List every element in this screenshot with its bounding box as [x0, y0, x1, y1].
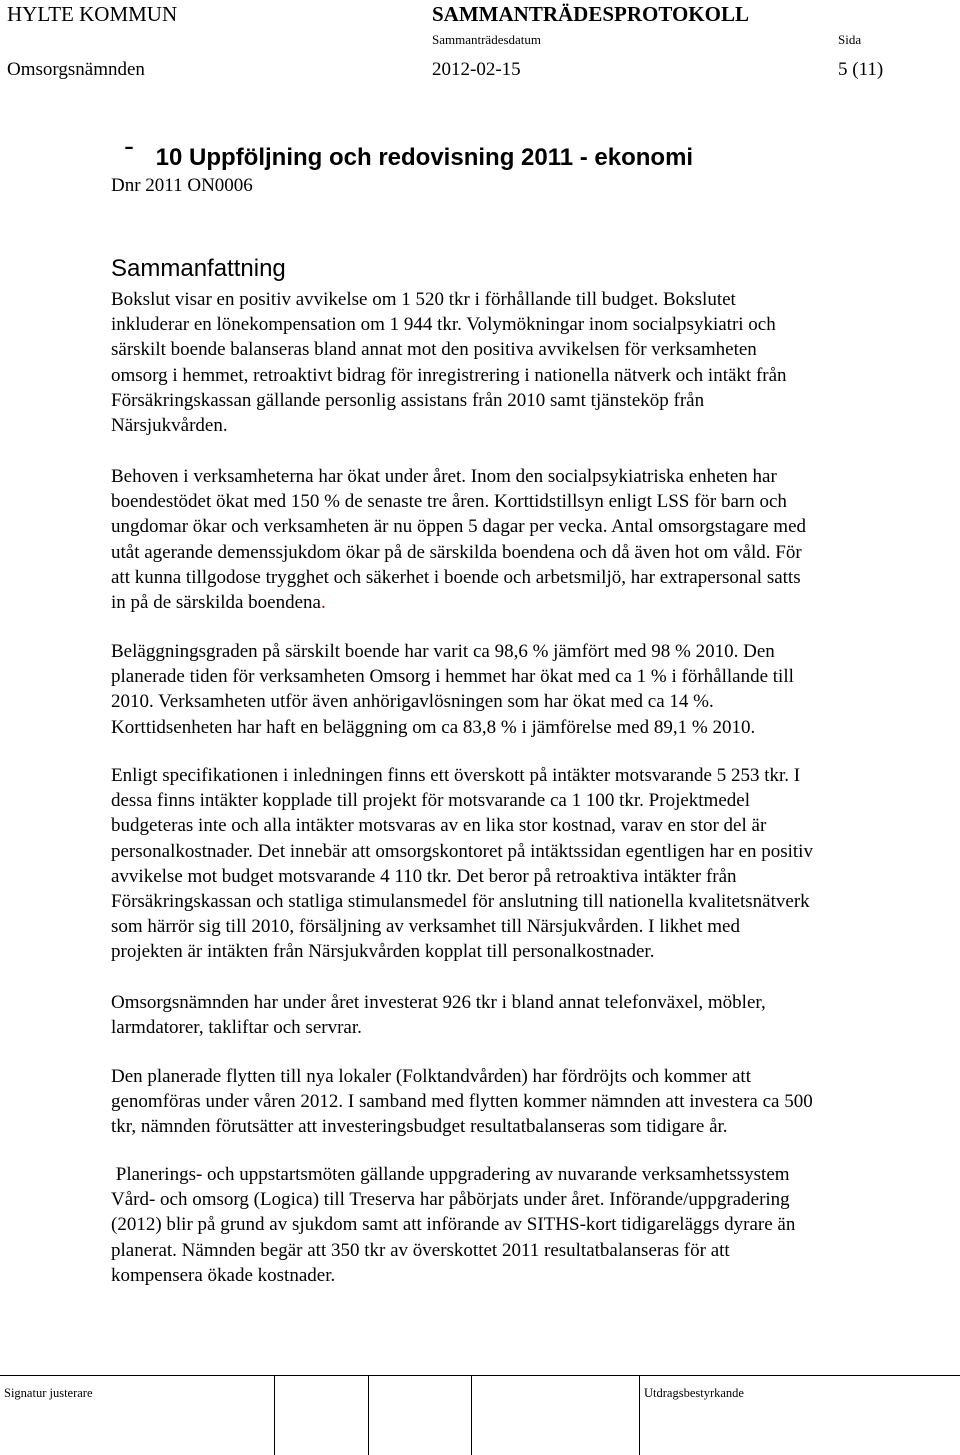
paragraph-line: boendestödet ökat med 150 % de senaste tre åren. Korttidstillsyn enligt LSS för barn och	[111, 491, 787, 513]
paragraph-line: kompensera ökade kostnader.	[111, 1264, 336, 1286]
signature-footer	[0, 1375, 960, 1455]
paragraph-line: Behoven i verksamheterna har ökat under året. Inom den socialpsykiatriska enheten har	[111, 466, 777, 487]
paragraph-line: som härrör sig till 2010, försäljning av verksamhet till Närsjukvården. I likhet med	[111, 916, 740, 938]
paragraph-line: planerade tiden för verksamheten Omsorg i hemmet har ökat med ca 1 % i förhållande till	[111, 666, 794, 688]
paragraph-line: larmdatorer, takliftar och servrar.	[111, 1017, 362, 1039]
paragraph-line: utåt agerande demenssjukdom ökar på de särskilda boendena och då även hot om våld. För	[111, 541, 802, 563]
signature-cell	[275, 1376, 369, 1455]
paragraph-revenue	[111, 763, 941, 965]
signature-cell	[472, 1376, 640, 1455]
page-number: 5 (11)	[838, 59, 884, 80]
paragraph-needs	[111, 464, 941, 615]
paragraph-line: genomföras under våren 2012. I samband med flytten kommer nämnden att investera ca 500	[111, 1091, 813, 1113]
paragraph-line: avvikelse mot budget motsvarande 4 110 tkr. Det beror på retroaktiva intäkter från	[111, 865, 737, 887]
page-label: Sida	[838, 32, 862, 47]
paragraph-line: Försäkringskassan och statliga stimulansmedel för anslutning till nationella kvalitetsnätverk	[111, 890, 810, 912]
meeting-date-label: Sammanträdesdatum	[432, 32, 542, 47]
paragraph-line: dessa finns intäkter kopplade till projekt för motsvarande ca 1 100 tkr. Projektmedel	[111, 790, 750, 812]
paragraph-line: Korttidsenheten har haft en beläggning om ca 83,8 % i jämförelse med 89,1 % 2010.	[111, 716, 756, 738]
paragraph-line: planerat. Nämnden begär att 350 tkr av överskottet 2011 resultatbalanseras för att	[111, 1239, 730, 1261]
paragraph-line: tkr, nämnden förutsätter att investeringsbudget resultatbalanseras som tidigare år.	[111, 1116, 728, 1138]
paragraph-line: Planerings- och uppstartsmöten gällande uppgradering av nuvarande verksamhetssystem	[111, 1164, 790, 1185]
paragraph-relocation	[111, 1064, 941, 1140]
extract-cell	[640, 1376, 960, 1455]
signature-cell	[0, 1376, 275, 1455]
paragraph-line: Beläggningsgraden på särskilt boende har varit ca 98,6 % jämfört med 98 % 2010. Den	[111, 641, 775, 662]
paragraph-line: Den planerade flytten till nya lokaler (Folktandvården) har fördröjts och kommer att	[111, 1066, 751, 1087]
paragraph-summary	[111, 287, 941, 438]
paragraph-line: omsorg i hemmet, retroaktivt bidrag för inregistrering i nationella nätverk och intäkt från	[111, 364, 787, 386]
protocol-title: SAMMANTRÄDESPROTOKOLL	[432, 2, 749, 26]
paragraph-line: Försäkringskassan gällande personlig assistans från 2010 samt tjänsteköp från	[111, 389, 705, 411]
committee-name: Omsorgsnämnden	[7, 59, 145, 80]
paragraph-line: Vård- och omsorg (Logica) till Treserva har påbörjats under året. Införande/uppgradering	[111, 1189, 790, 1211]
paragraph-line: projekten är intäkten från Närsjukvården kopplat till personalkostnader.	[111, 941, 655, 963]
paragraph-investments	[111, 990, 941, 1040]
paragraph-system-upgrade	[111, 1162, 941, 1288]
paragraph-line: in på de särskilda boendena.	[111, 591, 326, 613]
paragraph-line: inkluderar en lönekompensation om 1 944 tkr. Volymökningar inom socialpsykiatri och	[111, 314, 776, 336]
municipality-name: HYLTE KOMMUN	[7, 2, 178, 26]
extract-label: Utdragsbestyrkande	[644, 1386, 744, 1400]
highlighted-period: .	[320, 591, 326, 613]
paragraph-line: Enligt specifikationen i inledningen finns ett överskott på intäkter motsvarande 5 253 tkr. I	[111, 765, 801, 786]
paragraph-occupancy	[111, 639, 941, 740]
section-mark: ¯	[123, 143, 135, 171]
case-number: Dnr 2011 ON0006	[111, 175, 253, 196]
paragraph-line: Bokslut visar en positiv avvikelse om 1 520 tkr i förhållande till budget. Bokslutet	[111, 289, 736, 310]
signature-label: Signatur justerare	[4, 1386, 93, 1400]
section-title: 10 Uppföljning och redovisning 2011 - ekonomi	[155, 144, 694, 171]
paragraph-line: att kunna tillgodose trygghet och säkerhet i boende och arbetsmiljö, har extrapersonal satts	[111, 566, 801, 588]
paragraph-line: personalkostnader. Det innebär att omsorgskontoret på intäktssidan egentligen har en positiv	[111, 840, 813, 862]
section-heading	[123, 143, 693, 172]
paragraph-line: ungdomar ökar och verksamheten är nu öppen 5 dagar per vecka. Antal omsorgstagare med	[111, 516, 807, 538]
paragraph-line: Omsorgsnämnden har under året investerat 926 tkr i bland annat telefonväxel, möbler,	[111, 992, 766, 1013]
paragraph-line: (2012) blir på grund av sjukdom samt att införande av SITHS-kort tidigareläggs dyrare än	[111, 1214, 796, 1236]
paragraph-line: 2010. Verksamheten utför även anhörigavlösningen som har ökat med ca 14 %.	[111, 691, 714, 713]
paragraph-line: budgeteras inte och alla intäkter motsvaras av en lika stor kostnad, varav en stor del är	[111, 815, 767, 837]
summary-heading: Sammanfattning	[111, 255, 286, 282]
meeting-date: 2012-02-15	[432, 59, 521, 80]
paragraph-line: Närsjukvården.	[111, 414, 228, 436]
signature-cell	[369, 1376, 472, 1455]
paragraph-line: särskilt boende balanseras bland annat mot den positiva avvikelsen för verksamheten	[111, 339, 757, 361]
